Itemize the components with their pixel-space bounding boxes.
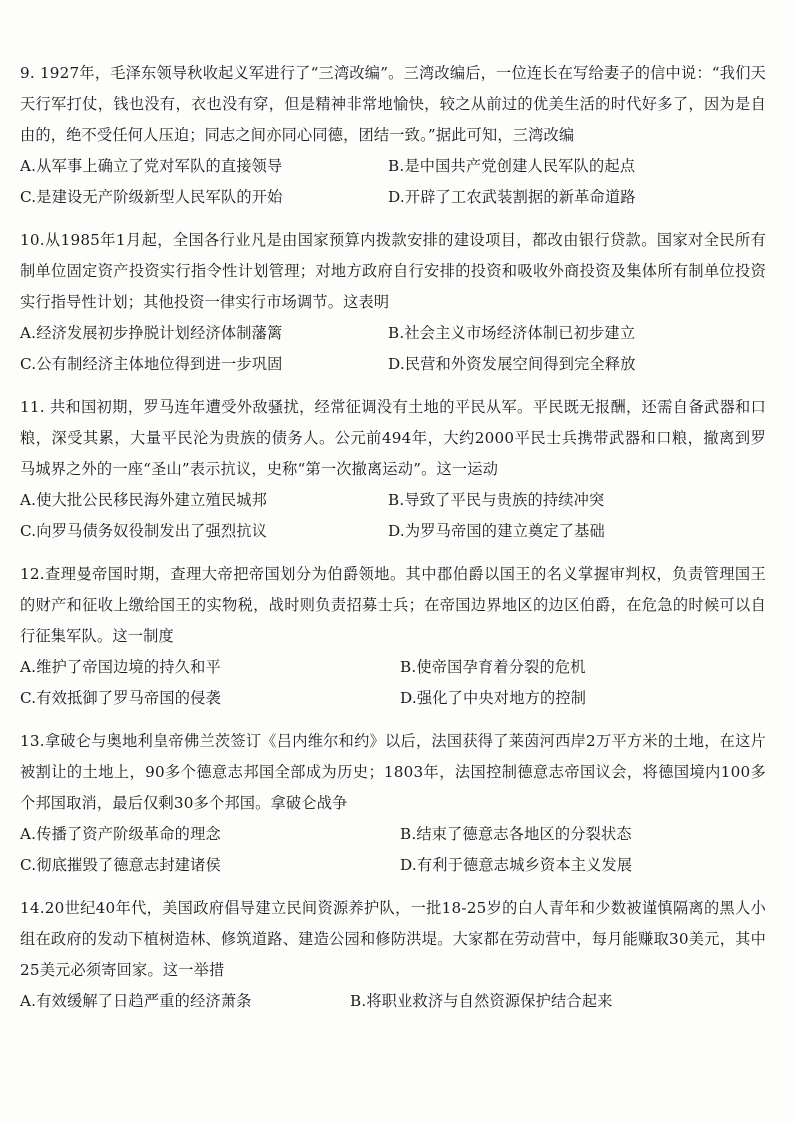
option-a: A.传播了资产阶级革命的理念 — [20, 825, 221, 843]
question-stem: 11. 共和国初期，罗马连年遭受外敌骚扰，经常征调没有土地的平民从军。平民既无报酬，还需自备武器和口粮，深受其累，大量平民沦为贵族的债务人。公元前494年，大约2000平民士兵携带武器和口粮，撤离到罗马城界之外的一座“圣山”表示抗议，史称“第一次撤离运动”。这一运动 — [20, 398, 766, 478]
option-d: D.民营和外资发展空间得到完全释放 — [388, 355, 636, 373]
options-grid — [20, 986, 766, 1017]
question-14 — [20, 893, 766, 1017]
question-stem: 14.20世纪40年代，美国政府倡导建立民间资源养护队，一批18-25岁的白人青年和少数被谨慎隔离的黑人小组在政府的发动下植树造林、修筑道路、建造公园和修防洪堤。大家都在劳动营中，每月能赚取30美元，其中25美元必须寄回家。这一举措 — [20, 899, 766, 979]
spacer — [20, 547, 766, 559]
option-a: A.维护了帝国边境的持久和平 — [20, 658, 221, 676]
option-c: C.公有制经济主体地位得到进一步巩固 — [20, 355, 283, 373]
question-stem: 9. 1927年，毛泽东领导秋收起义军进行了“三湾改编”。三湾改编后，一位连长在写给妻子的信中说：“我们天天行军打仗，钱也没有，衣也没有穿，但是精神非常地愉快，较之从前过的优美生活的时代好多了，因为是自由的，绝不受任何人压迫；同志之间亦同心同德，团结一致。”据此可知，三湾改编 — [20, 64, 766, 144]
question-stem: 13.拿破仑与奥地利皇帝佛兰茨签订《吕内维尔和约》以后，法国获得了莱茵河西岸2万平方米的土地，在这片被割让的土地上，90多个德意志邦国全部成为历史；1803年，法国控制德意志帝国议会，将德国境内100多个邦国取消，最后仅剩30多个邦国。拿破仑战争 — [20, 732, 766, 812]
option-a: A.经济发展初步挣脱计划经济体制藩篱 — [20, 324, 283, 342]
option-b: B.使帝国孕育着分裂的危机 — [400, 658, 586, 676]
option-c: C.有效抵御了罗马帝国的侵袭 — [20, 689, 221, 707]
question-stem: 10.从1985年1月起，全国各行业凡是由国家预算内拨款安排的建设项目，都改由银行贷款。国家对全民所有制单位固定资产投资实行指令性计划管理；对地方政府自行安排的投资和吸收外商投资及集体所有制单位投资实行指导性计划；其他投资一律实行市场调节。这表明 — [20, 231, 766, 311]
option-b: B.结束了德意志各地区的分裂状态 — [400, 825, 632, 843]
spacer — [20, 213, 766, 225]
option-b: B.导致了平民与贵族的持续冲突 — [388, 491, 605, 509]
spacer — [20, 881, 766, 893]
option-b: B.社会主义市场经济体制已初步建立 — [388, 324, 636, 342]
option-b: B.将职业救济与自然资源保护结合起来 — [350, 992, 613, 1010]
spacer — [20, 380, 766, 392]
option-c: C.是建设无产阶级新型人民军队的开始 — [20, 188, 283, 206]
option-c: C.向罗马债务奴役制发出了强烈抗议 — [20, 522, 268, 540]
question-13 — [20, 726, 766, 881]
question-12 — [20, 559, 766, 714]
option-d: D.强化了中央对地方的控制 — [400, 689, 587, 707]
options-grid — [20, 819, 766, 881]
options-grid — [20, 652, 766, 714]
question-11 — [20, 392, 766, 547]
option-d: D.有利于德意志城乡资本主义发展 — [400, 856, 633, 874]
options-grid — [20, 485, 766, 547]
option-b: B.是中国共产党创建人民军队的起点 — [388, 157, 636, 175]
spacer — [20, 714, 766, 726]
option-c: C.彻底摧毁了德意志封建诸侯 — [20, 856, 221, 874]
option-d: D.为罗马帝国的建立奠定了基础 — [388, 522, 605, 540]
options-grid — [20, 151, 766, 213]
options-grid — [20, 318, 766, 380]
option-a: A.从军事上确立了党对军队的直接领导 — [20, 157, 283, 175]
question-9 — [20, 58, 766, 213]
question-10 — [20, 225, 766, 380]
option-d: D.开辟了工农武装割据的新革命道路 — [388, 188, 636, 206]
option-a: A.使大批公民移民海外建立殖民城邦 — [20, 491, 268, 509]
option-a: A.有效缓解了日趋严重的经济萧条 — [20, 992, 252, 1010]
question-stem: 12.查理曼帝国时期，查理大帝把帝国划分为伯爵领地。其中郡伯爵以国王的名义掌握审判权，负责管理国王的财产和征收上缴给国王的实物税，战时则负责招募士兵；在帝国边界地区的边区伯爵，在危急的时候可以自行征集军队。这一制度 — [20, 565, 766, 645]
